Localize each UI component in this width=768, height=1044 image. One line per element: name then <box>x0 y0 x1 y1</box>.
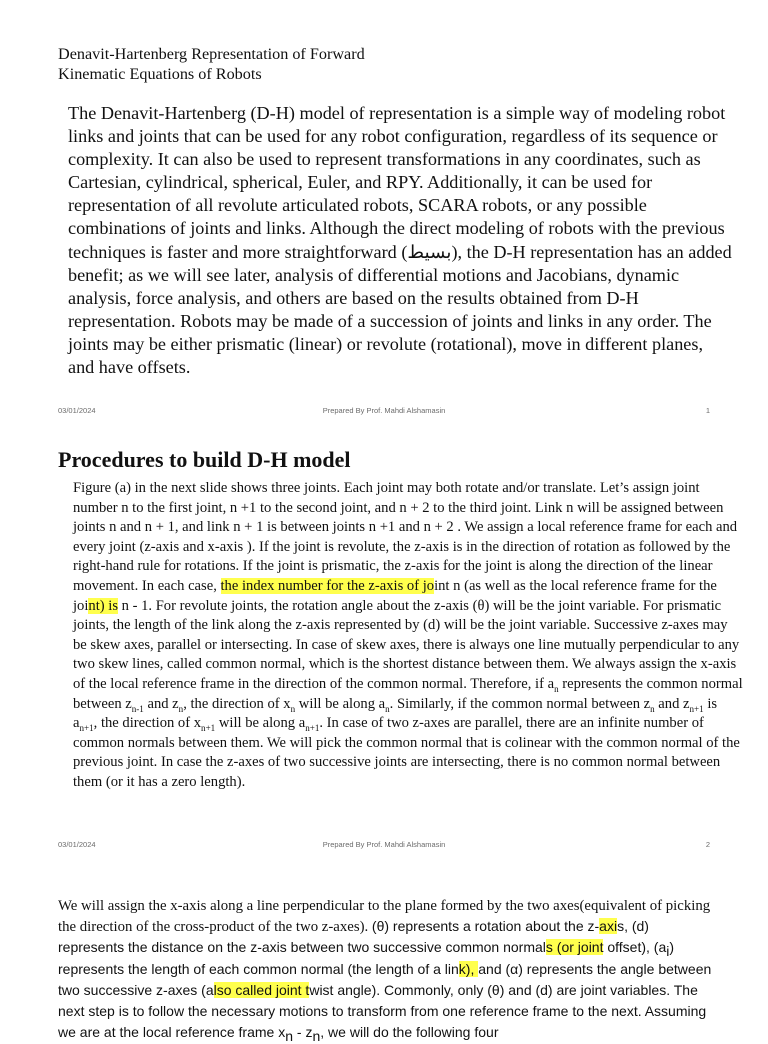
highlighted-text: k), <box>458 960 479 977</box>
body-text: ) represents the length of each common normal (the length of a lin <box>58 939 675 977</box>
subscript: i <box>666 943 670 960</box>
subscript: n <box>650 703 655 714</box>
body-text: - z <box>293 1024 313 1041</box>
subscript: n <box>178 703 184 714</box>
slide-2-title: Procedures to build D-H model <box>58 447 351 472</box>
slide-1 <box>0 0 768 430</box>
slide-1-body-part-2: ), the D-H representation has an added benefit; as we will see later, analysis of differential motions and Jacobians, dynamic analysis, force analysis, and others are based on the results obtained from D-H representation. Robots may be made of a succession of joints and links in any order. The joints may be either prismatic (linear) or revolute (rotational), move in different planes, and have offsets. <box>68 241 732 378</box>
slide-1-title-line-1: Denavit-Hartenberg Representation of Forward <box>58 45 365 63</box>
subscript: n <box>554 683 559 694</box>
arabic-word: بسيط <box>407 241 452 262</box>
slide-1-title <box>58 44 718 84</box>
slide-2-footer <box>0 840 768 852</box>
body-text: . Similarly, if the common normal between z <box>389 695 651 712</box>
body-text: int n (as well as the local reference frame for the joi <box>73 577 717 614</box>
subscript: n+1 <box>201 723 216 734</box>
subscript: n <box>285 1028 294 1044</box>
body-text: represents the common normal between z <box>73 675 743 712</box>
slide-2-body <box>73 479 743 793</box>
body-text: Figure (a) in the next slide shows three joints. Each joint may both rotate and/or translate. Let’s assign joint number n to the first joint, n +1 to the second joint, and n + 2 to the third joint. Link n will be assigned between joints n and n + 1, and link n + 1 is between joints n +1 and n + 2 . We assign a local reference frame for each and every joint (z-axis and x-axis ). If the joint is revolute, the z-axis is in the direction of rotation as followed by the right-hand rule for rotations. If the joint is prismatic, the z-axis for the joint is along the direction of the linear movement. In each case, <box>73 480 738 594</box>
highlighted-text: s (or joint <box>545 939 604 956</box>
subscript: n <box>290 703 296 714</box>
body-text: . In case of two z-axes are parallel, there are an infinite number of common normals between them. We will pick the common normal that is colinear with the common normal of the previous joint. In case the z-axes of two successive joints are intersecting, there is no common normal between them (or it has a zero length). <box>73 715 740 790</box>
footer-author: Prepared By Prof. Mahdi Alshamasin <box>322 840 446 849</box>
highlighted-text: axi <box>599 918 618 935</box>
highlighted-text: the index number for the z-ax <box>220 577 394 594</box>
body-text: , the direction of x <box>93 715 202 732</box>
footer-date: 03/01/2024 <box>58 840 96 849</box>
body-text: and z <box>654 695 690 712</box>
body-text: wist angle). Commonly, only (θ) and (d) are joint variables. The next step is to follow the necessary motions to transform from one reference frame to the next. Assuming we are at the local reference frame x <box>58 981 707 1041</box>
body-text: will be along a <box>295 695 386 712</box>
body-text: (θ) represents a rotation about the z- <box>371 918 600 935</box>
footer-page-number: 1 <box>705 406 710 415</box>
slide-1-title-line-2: Kinematic Equations of Robots <box>58 65 262 83</box>
body-text: is a <box>73 695 718 732</box>
subscript: n <box>385 703 390 714</box>
subscript: n+1 <box>305 723 320 734</box>
footer-author: Prepared By Prof. Mahdi Alshamasin <box>322 406 446 415</box>
slide-1-body-part-1: The Denavit-Hartenberg (D-H) model of representation is a simple way of modeling robot links and joints that can be used for any robot configuration, regardless of its sequence or complexity. It can also be used to represent transformations in any coordinates, such as Cartesian, cylindrical, spherical, Euler, and RPY. Additionally, it can be used for representation of all revolute articulated robots, SCARA robots, or any possible combinations of joints and links. Although the direct modeling of robots with the previous techniques is faster and more straightforward ( <box>68 103 726 262</box>
slide-1-body <box>68 102 733 379</box>
footer-page-number: 2 <box>705 840 710 849</box>
slide-3 <box>0 880 768 1044</box>
slide-1-footer <box>0 406 768 418</box>
body-text: n - 1. For revolute joints, the rotation angle about the z-axis (θ) will be the joint variable. For prismatic joints, the length of the link along the z-axis represented by (d) will be the joint variable. Successive z-axes may be skew axes, parallel or intersecting. In case of skew axes, there is always one line mutually perpendicular to any two skew lines, called common normal, which is the shortest distance between them. We always assign the x-axis of the local reference frame in the direction of the common normal. Therefore, if a <box>73 597 740 692</box>
body-text: , we will do the following four <box>320 1024 499 1041</box>
body-text: will be along a <box>215 715 306 732</box>
body-text: , the direction of x <box>183 695 291 712</box>
highlighted-text: nt) is <box>88 597 118 614</box>
highlighted-text: lso called joint t <box>213 981 310 998</box>
slide-2 <box>0 430 768 880</box>
highlighted-text: is of jo <box>393 577 435 594</box>
body-text: We will assign the x-axis along a line perpendicular to the plane formed by the two axes(equivalent of picking the direction of the cross-product of the two z-axes). <box>58 898 711 936</box>
body-text: and (α) represents the angle between two successive z-axes (a <box>58 960 712 998</box>
footer-date: 03/01/2024 <box>58 406 96 415</box>
subscript: n+1 <box>79 723 94 734</box>
slide-3-body <box>58 896 718 1043</box>
subscript: n-1 <box>131 703 144 714</box>
body-text: s, (d) represents the distance on the z-axis between two successive common normal <box>58 918 649 956</box>
subscript: n+1 <box>689 703 704 714</box>
body-text: and z <box>143 695 179 712</box>
body-text: offset), (a <box>603 939 667 956</box>
subscript: n <box>312 1028 321 1044</box>
